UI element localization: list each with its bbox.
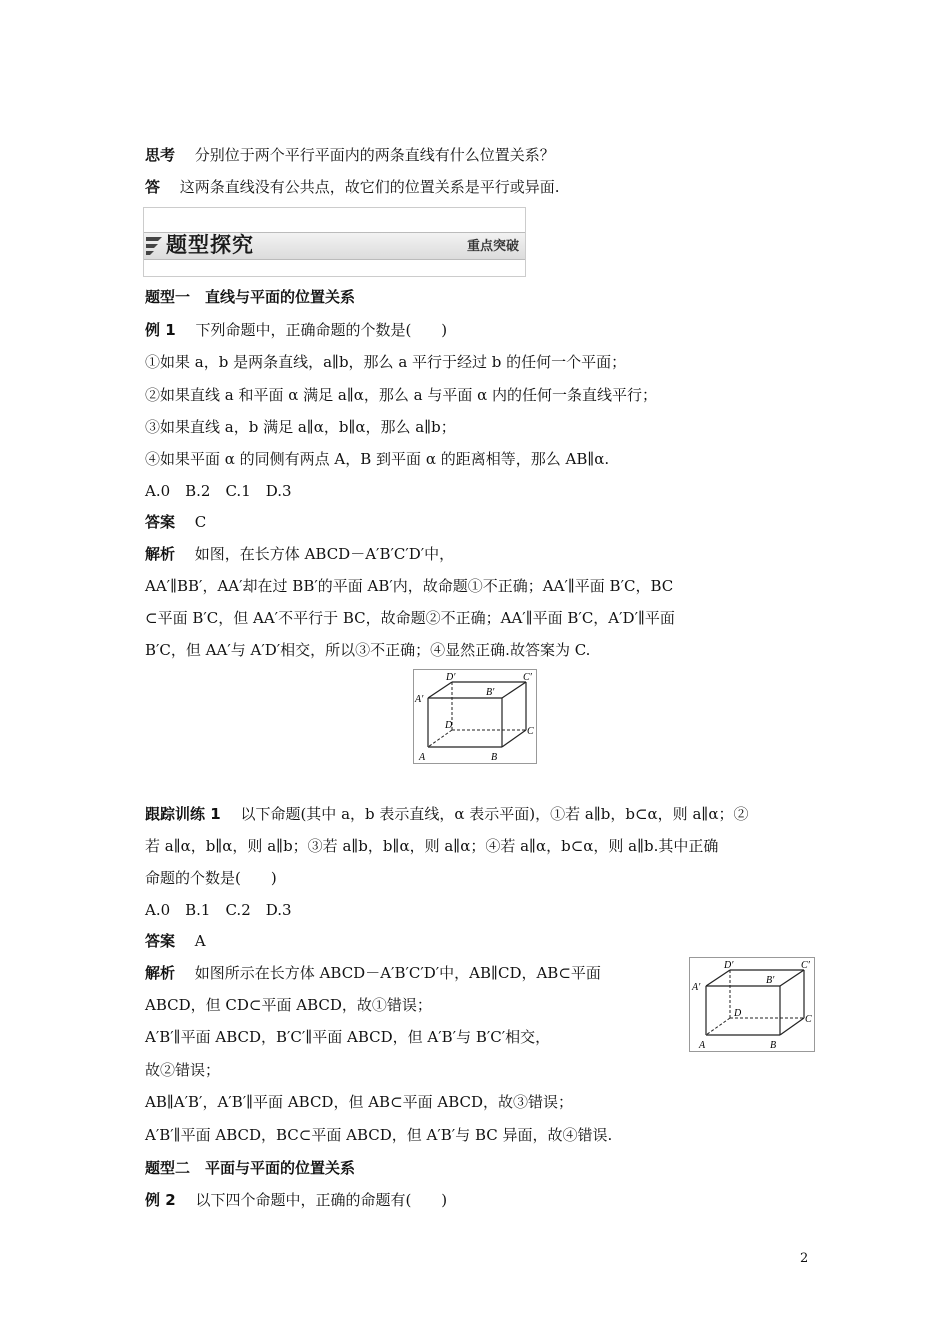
ex1-analysis-4: B′C，但 AA′与 A′D′相交，所以③不正确；④显然正确.故答案为 C. — [145, 641, 591, 659]
track1-analysis-2: ABCD，但 CD⊂平面 ABCD，故①错误； — [145, 996, 432, 1014]
ex1-options: A.0 B.2 C.1 D.3 — [145, 482, 292, 500]
cuboid-figure-2 — [689, 957, 815, 1052]
track1-analysis-6: A′B′∥平面 ABCD，BC⊂平面 ABCD，但 A′B′与 BC 异面，故④错误. — [145, 1126, 613, 1144]
ex1-analysis-text-1: 如图，在长方体 ABCD－A′B′C′D′中， — [194, 545, 455, 563]
ex1-label: 例 1 — [145, 321, 176, 339]
label-A: A — [419, 752, 426, 763]
track1-analysis-3: A′B′∥平面 ABCD，B′C′∥平面 ABCD，但 A′B′与 B′C′相交， — [145, 1028, 551, 1046]
track1-answer — [145, 931, 206, 951]
ex1-question — [145, 320, 447, 340]
track1-text-1: 以下命题(其中 a，b 表示直线，α 表示平面)，①若 a∥b，b⊂α，则 a∥α；② — [240, 805, 749, 823]
track1-line-3: 命题的个数是( ) — [145, 869, 277, 887]
page-number: 2 — [800, 1251, 809, 1266]
label-C: C — [527, 726, 534, 737]
label-D: D — [734, 1008, 742, 1019]
track1-line-2: 若 a∥α，b∥α，则 a∥b；③若 a∥b，b∥α，则 a∥α；④若 a∥α，b⊂α，则 a∥b.其中正确 — [145, 837, 719, 855]
ex1-item-3: ③如果直线 a，b 满足 a∥α，b∥α，那么 a∥b； — [145, 418, 456, 436]
ex1-item-4: ④如果平面 α 的同侧有两点 A，B 到平面 α 的距离相等，那么 AB∥α. — [145, 450, 610, 468]
ex1-answer — [145, 512, 206, 532]
label-C: C — [805, 1014, 812, 1025]
banner-subtitle: 重点突破 — [466, 239, 519, 254]
answer-text: 这两条直线没有公共点，故它们的位置关系是平行或异面. — [179, 178, 560, 196]
track1-analysis-text-1: 如图所示在长方体 ABCD－A′B′C′D′中，AB∥CD，AB⊂平面 — [194, 964, 601, 982]
label-A1: A′ — [692, 982, 701, 993]
label-C1: C′ — [801, 960, 810, 971]
ex1-item-1: ①如果 a，b 是两条直线，a∥b，那么 a 平行于经过 b 的任何一个平面； — [145, 353, 627, 371]
cuboid-diagram-1 — [414, 670, 536, 763]
think-text: 分别位于两个平行平面内的两条直线有什么位置关系？ — [194, 146, 555, 164]
ex1-answer-value: C — [194, 513, 207, 531]
track1-analysis-label: 解析 — [145, 964, 176, 982]
ex1-analysis-1 — [145, 544, 454, 564]
label-A1: A′ — [415, 694, 424, 705]
think-label: 思考 — [145, 146, 176, 164]
track1-options: A.0 B.1 C.2 D.3 — [145, 901, 292, 919]
banner-title: 题型探究 — [166, 233, 254, 257]
label-B: B — [770, 1040, 777, 1051]
ex2-question-text: 以下四个命题中，正确的命题有( ) — [195, 1191, 448, 1209]
label-D1: D′ — [446, 672, 456, 683]
section-banner — [143, 207, 526, 277]
label-D1: D′ — [724, 960, 734, 971]
ex1-analysis-2: AA′∥BB′，AA′却在过 BB′的平面 AB′内，故命题①不正确；AA′∥平面 B′C，BC — [145, 577, 674, 595]
track1-line-1 — [145, 804, 748, 824]
label-B1: B′ — [766, 975, 775, 986]
think-line — [145, 145, 555, 165]
type2-heading: 题型二 平面与平面的位置关系 — [145, 1159, 356, 1177]
label-B1: B′ — [486, 687, 495, 698]
track1-answer-value: A — [194, 932, 206, 950]
ex2-label: 例 2 — [145, 1191, 176, 1209]
ex2-question — [145, 1190, 447, 1210]
banner-stripes-icon — [146, 233, 164, 257]
answer-line — [145, 177, 560, 197]
ex1-analysis-3: ⊂平面 B′C，但 AA′不平行于 BC，故命题②不正确；AA′∥平面 B′C，A′D′∥平面 — [145, 609, 675, 627]
answer-label: 答 — [145, 178, 161, 196]
track1-answer-label: 答案 — [145, 932, 176, 950]
track1-analysis-5: AB∥A′B′，A′B′∥平面 ABCD，但 AB⊂平面 ABCD，故③错误； — [145, 1093, 574, 1111]
label-D: D — [445, 720, 453, 731]
ex1-item-2: ②如果直线 a 和平面 α 满足 a∥α，那么 a 与平面 α 内的任何一条直线平行； — [145, 386, 658, 404]
label-A: A — [699, 1040, 706, 1051]
track1-analysis-1 — [145, 963, 601, 983]
cuboid-figure-1 — [413, 669, 537, 764]
label-B: B — [491, 752, 498, 763]
label-C1: C′ — [523, 672, 532, 683]
ex1-analysis-label: 解析 — [145, 545, 176, 563]
cuboid-diagram-2 — [690, 958, 814, 1051]
track1-label: 跟踪训练 1 — [145, 805, 221, 823]
ex1-answer-label: 答案 — [145, 513, 176, 531]
ex1-question-text: 下列命题中，正确命题的个数是( ) — [195, 321, 448, 339]
track1-analysis-4: 故②错误； — [145, 1061, 221, 1079]
type1-heading: 题型一 直线与平面的位置关系 — [145, 288, 356, 306]
